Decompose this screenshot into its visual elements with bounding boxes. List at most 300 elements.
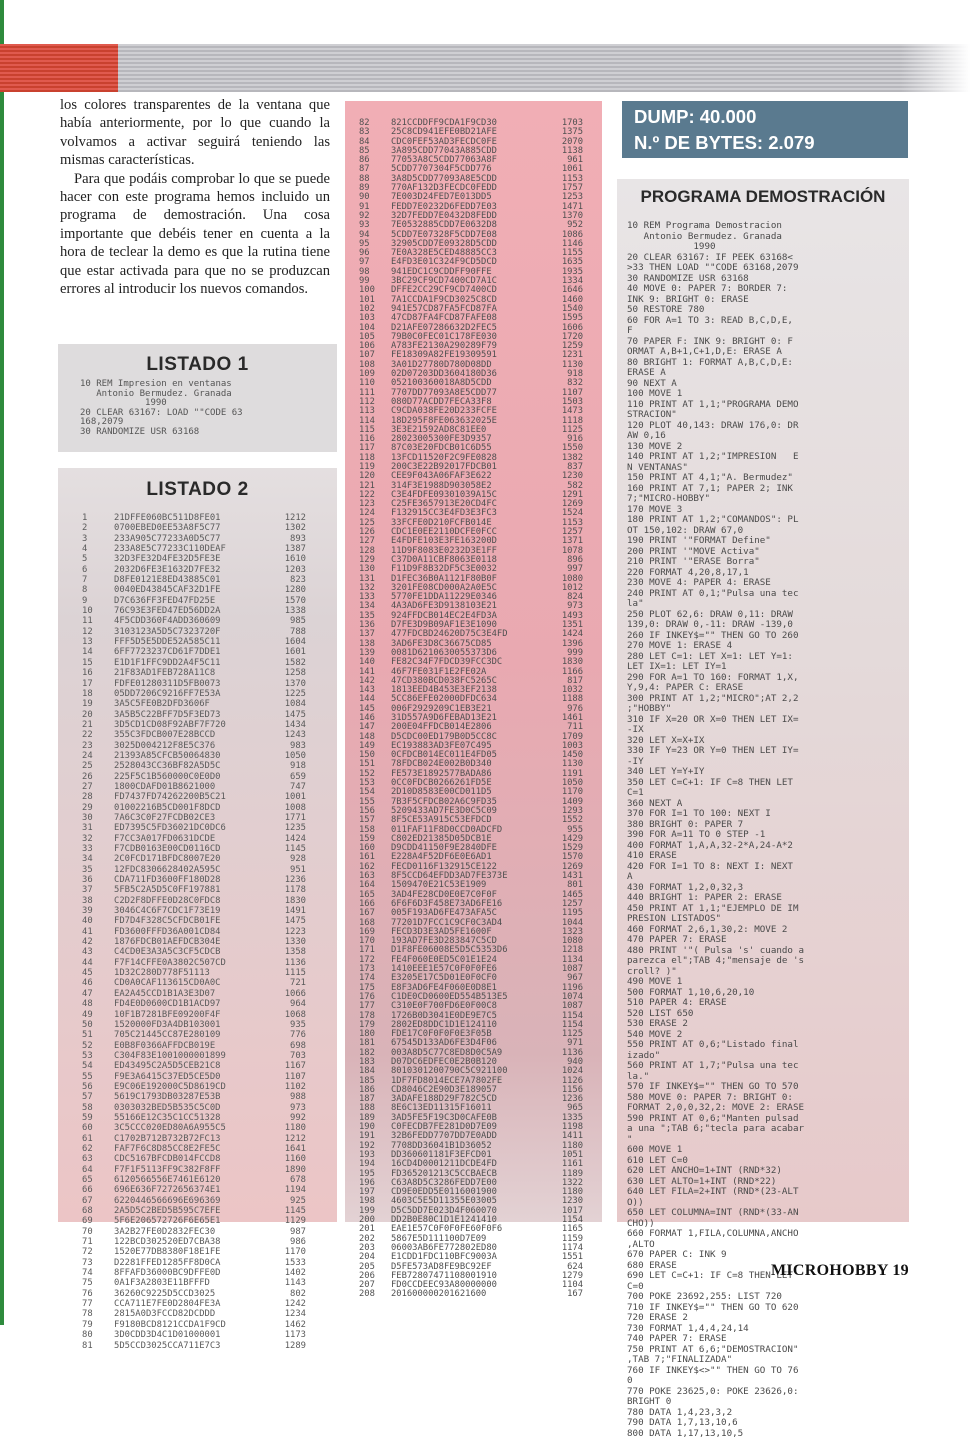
- line-number: 84: [359, 138, 391, 147]
- hex-data: 2032D6FE3E1632D7FE32: [114, 565, 266, 575]
- checksum: 1198: [543, 1123, 583, 1132]
- code-line: 450 PRINT AT 1,1;"EJEMPLO DE IM: [627, 904, 909, 915]
- line-number: 152: [359, 770, 391, 779]
- hex-data: 201600000201621600: [391, 1290, 543, 1299]
- line-number: 58: [82, 1103, 114, 1113]
- line-number: 200: [359, 1216, 391, 1225]
- checksum: 1334: [543, 277, 583, 286]
- code-line: 10 REM Programa Demostracion: [627, 221, 909, 232]
- checksum: 1066: [266, 989, 306, 999]
- code-line: BRIGHT 0: [627, 1397, 909, 1408]
- checksum: 1460: [543, 296, 583, 305]
- hex-data: 3E3E21592AD8C81EE0: [391, 426, 543, 435]
- hex-data: 705C21445CC87E280109: [114, 1030, 266, 1040]
- checksum: 1012: [543, 584, 583, 593]
- hex-data: CDC0FEF53AD3FECDC0FE: [391, 138, 543, 147]
- line-number: 129: [359, 556, 391, 565]
- hex-data: 006F2929209C1EB3E21: [391, 705, 543, 714]
- line-number: 46: [82, 978, 114, 988]
- checksum: 1170: [543, 788, 583, 797]
- hex-data: 233A8E5C77233C110DEAF: [114, 544, 266, 554]
- line-number: 110: [359, 379, 391, 388]
- line-number: 82: [359, 119, 391, 128]
- checksum: 1129: [266, 1216, 306, 1226]
- hex-data: C1DE0CD0600ED554B513E5: [391, 993, 543, 1002]
- checksum: 659: [266, 772, 306, 782]
- code-line: 110 PRINT AT 1,1;"PROGRAMA DEMO: [627, 400, 909, 411]
- checksum: 837: [543, 463, 583, 472]
- checksum: 1462: [266, 1320, 306, 1330]
- hex-data: EA2A45CCD1B1A3E3D07: [114, 989, 266, 999]
- line-number: 191: [359, 1132, 391, 1141]
- checksum: 721: [266, 978, 306, 988]
- dump-row: [82, 1289, 337, 1299]
- dump-row: [82, 544, 337, 554]
- line-number: 201: [359, 1225, 391, 1234]
- code-line: 290 FOR A=1 TO 160: FORMAT 1,X,: [627, 673, 909, 684]
- line-number: 123: [359, 500, 391, 509]
- dump-row: [82, 730, 337, 740]
- listado-1-title: LISTADO 1: [58, 344, 337, 376]
- hex-data: 3D5CD1CD08F92ABF7F720: [114, 720, 266, 730]
- code-line: 400 FORMAT 1,A,A,32-2*A,24-A*2: [627, 841, 909, 852]
- line-number: 43: [82, 947, 114, 957]
- hex-data: 924FFDCB014EC2E4FD3A: [391, 612, 543, 621]
- line-number: 164: [359, 881, 391, 890]
- line-number: 23: [82, 741, 114, 751]
- checksum: 1234: [266, 1309, 306, 1319]
- line-number: 161: [359, 853, 391, 862]
- code-line: 20 CLEAR 63167: LOAD ""CODE 63: [80, 409, 329, 419]
- line-number: 69: [82, 1216, 114, 1226]
- code-line: 140 PRINT AT 1,2;"IMPRESION E: [627, 452, 909, 463]
- hex-data: D1F8FE06008E5D5C5353D6: [391, 946, 543, 955]
- code-line: LET IX=1: LET IY=1: [627, 662, 909, 673]
- line-number: 88: [359, 175, 391, 184]
- hex-data: FE573E1892577BADA86: [391, 770, 543, 779]
- checksum: 1001: [266, 792, 306, 802]
- line-number: 62: [82, 1144, 114, 1154]
- code-line: 1990: [627, 242, 909, 253]
- hex-data: 0700EBED0EE53A8F5C77: [114, 523, 266, 533]
- checksum: 1212: [266, 1134, 306, 1144]
- checksum: 817: [543, 677, 583, 686]
- line-number: 185: [359, 1077, 391, 1086]
- checksum: 1024: [543, 1067, 583, 1076]
- line-number: 160: [359, 844, 391, 853]
- dump-row: [82, 1237, 337, 1247]
- checksum: 1125: [543, 1030, 583, 1039]
- checksum: 1212: [266, 513, 306, 523]
- code-line: 760 IF INKEY$<>"" THEN GO TO 76: [627, 1366, 909, 1377]
- line-number: 111: [359, 389, 391, 398]
- hex-data: 28023005300FE3D9357: [391, 435, 543, 444]
- code-line: 510 PAPER 4: ERASE: [627, 998, 909, 1009]
- hex-data: FD7437FD74262200B5C21: [114, 792, 266, 802]
- code-line: STRACION": [627, 410, 909, 421]
- checksum: 678: [266, 1175, 306, 1185]
- line-number: 126: [359, 528, 391, 537]
- page-footer: MICROHOBBY 19: [771, 1262, 909, 1280]
- listado-2-box: [58, 468, 337, 1222]
- hex-data: 78FDCB024E002B0D340: [391, 760, 543, 769]
- hex-data: F7CC3A017FD0631DCDE: [114, 834, 266, 844]
- line-number: 101: [359, 296, 391, 305]
- programa-code: [627, 221, 909, 1439]
- line-number: 183: [359, 1058, 391, 1067]
- checksum: 988: [266, 1092, 306, 1102]
- line-number: 55: [82, 1072, 114, 1082]
- line-number: 114: [359, 417, 391, 426]
- line-number: 53: [82, 1051, 114, 1061]
- code-line: 310 IF X=20 OR X=0 THEN LET IX=: [627, 715, 909, 726]
- checksum: 1382: [543, 454, 583, 463]
- hex-data: 1D32C280D778F51113: [114, 968, 266, 978]
- line-number: 108: [359, 361, 391, 370]
- line-number: 86: [359, 156, 391, 165]
- hex-data: FDE17C0F0F0F0E3F05B: [391, 1030, 543, 1039]
- line-number: 184: [359, 1067, 391, 1076]
- line-number: 117: [359, 444, 391, 453]
- hex-data: 193AD7FE3D283847C5CD: [391, 937, 543, 946]
- line-number: 150: [359, 751, 391, 760]
- code-line: 540 MOVE 2: [627, 1030, 909, 1041]
- hex-data: 7708DD36041B1D36052: [391, 1142, 543, 1151]
- dump-row: [82, 792, 337, 802]
- checksum: 1473: [543, 407, 583, 416]
- dump-row: [82, 813, 337, 823]
- dump-row: [82, 1061, 337, 1071]
- checksum: 1154: [543, 1216, 583, 1225]
- hex-data: 1800CDAFD01B8621000: [114, 782, 266, 792]
- code-line: 420 FOR I=1 TO 8: NEXT I: NEXT: [627, 862, 909, 873]
- line-number: 103: [359, 314, 391, 323]
- hex-data: C37D0A11CBF8063E0118: [391, 556, 543, 565]
- line-number: 35: [82, 865, 114, 875]
- hex-data: 5209433AD7FE3D0C5C09: [391, 807, 543, 816]
- hex-data: 200C3E22B92017FDCB01: [391, 463, 543, 472]
- line-number: 194: [359, 1160, 391, 1169]
- listado-2-continuation: [345, 101, 602, 1222]
- checksum: 1552: [543, 816, 583, 825]
- checksum: 1370: [543, 212, 583, 221]
- line-number: 199: [359, 1207, 391, 1216]
- code-line: 550 PRINT AT 0,6;"Listado final: [627, 1040, 909, 1051]
- checksum: 1115: [266, 968, 306, 978]
- dump-row: [82, 958, 337, 968]
- checksum: 918: [266, 761, 306, 771]
- checksum: 1550: [543, 444, 583, 453]
- line-number: 77: [82, 1299, 114, 1309]
- code-line: Antonio Bermudez. Granada: [627, 232, 909, 243]
- code-line: PRESION LISTADOS": [627, 914, 909, 925]
- line-number: 198: [359, 1197, 391, 1206]
- programa-box: [617, 179, 909, 1222]
- checksum: 1188: [543, 695, 583, 704]
- checksum: 776: [266, 1030, 306, 1040]
- hex-data: A783FE2130A290289F79: [391, 342, 543, 351]
- hex-data: 355C3FDCB007E28BCCD: [114, 730, 266, 740]
- checksum: 1173: [266, 1330, 306, 1340]
- line-number: 208: [359, 1290, 391, 1299]
- hex-data: FEB72807471108001910: [391, 1272, 543, 1281]
- line-number: 173: [359, 965, 391, 974]
- checksum: 1524: [543, 509, 583, 518]
- code-line: 0: [627, 1376, 909, 1387]
- code-line: 40 MOVE 0: PAPER 7: BORDER 7:: [627, 284, 909, 295]
- checksum: 1160: [266, 1154, 306, 1164]
- line-number: 149: [359, 742, 391, 751]
- checksum: 999: [543, 649, 583, 658]
- line-number: 21: [82, 720, 114, 730]
- code-line: croll? )": [627, 967, 909, 978]
- line-number: 122: [359, 491, 391, 500]
- line-number: 166: [359, 900, 391, 909]
- dump-row: [82, 513, 337, 523]
- line-number: 142: [359, 677, 391, 686]
- hex-data: 052100360018A8D5CDD: [391, 379, 543, 388]
- code-line: 30 RANDOMIZE USR 63168: [80, 428, 329, 438]
- hex-data: 25C8CD941EFE0BD21AFE: [391, 128, 543, 137]
- code-line: 730 FORMAT 1,4,4,24,14: [627, 1324, 909, 1335]
- line-number: 25: [82, 761, 114, 771]
- line-number: 94: [359, 231, 391, 240]
- header-stripe-red: [0, 44, 118, 92]
- checksum: 1118: [543, 417, 583, 426]
- line-number: 97: [359, 258, 391, 267]
- checksum: 1258: [266, 668, 306, 678]
- checksum: 1134: [543, 956, 583, 965]
- line-number: 95: [359, 240, 391, 249]
- checksum: 1080: [543, 937, 583, 946]
- checksum: 1195: [543, 909, 583, 918]
- checksum: 1646: [543, 286, 583, 295]
- hex-data: 3AD5FE5F19C3D0CAFE0B: [391, 1114, 543, 1123]
- checksum: 986: [266, 1237, 306, 1247]
- dump-row: [82, 637, 337, 647]
- dump-row: [82, 1134, 337, 1144]
- checksum: 1601: [266, 647, 306, 657]
- line-number: 119: [359, 463, 391, 472]
- checksum: 1358: [266, 947, 306, 957]
- hex-data: 1520000FD3A4DB103001: [114, 1020, 266, 1030]
- hex-data: C310E0F700FD6E0F00C8: [391, 1002, 543, 1011]
- dump-row: [82, 575, 337, 585]
- line-number: 48: [82, 999, 114, 1009]
- line-number: 83: [359, 128, 391, 137]
- checksum: 1225: [266, 689, 306, 699]
- checksum: 698: [266, 1041, 306, 1051]
- line-number: 40: [82, 916, 114, 926]
- hex-data: 2528043CC36BF82A5D5C: [114, 761, 266, 771]
- dump-row: [82, 647, 337, 657]
- hex-data: 8F5CE53A915C53EFDCD: [391, 816, 543, 825]
- dump-row: [82, 1196, 337, 1206]
- hex-data: D5CDC00ED179B0D5CC8C: [391, 733, 543, 742]
- line-number: 60: [82, 1123, 114, 1133]
- line-number: 167: [359, 909, 391, 918]
- line-number: 190: [359, 1123, 391, 1132]
- code-line: 280 LET C=1: LET X=1: LET Y=1:: [627, 652, 909, 663]
- hex-data: 770AF132D3FECDC0FEDD: [391, 184, 543, 193]
- line-number: 19: [82, 699, 114, 709]
- line-number: 206: [359, 1272, 391, 1281]
- dump-row: [82, 761, 337, 771]
- hex-data: 47CD87FA4FCD87FAFE08: [391, 314, 543, 323]
- checksum: 1180: [543, 1188, 583, 1197]
- line-number: 136: [359, 621, 391, 630]
- hex-data: 5CDD7E07328F5CDD7E08: [391, 231, 543, 240]
- checksum: 997: [543, 565, 583, 574]
- line-number: 144: [359, 695, 391, 704]
- code-line: 780 DATA 1,4,23,3,2: [627, 1408, 909, 1419]
- line-number: 30: [82, 813, 114, 823]
- hex-data: CD0A0CAF113615CD0A0C: [114, 978, 266, 988]
- code-line: 270 MOVE 1: ERASE 4: [627, 641, 909, 652]
- checksum: 1180: [543, 1142, 583, 1151]
- code-line: 370 FOR I=1 TO 100: NEXT I: [627, 809, 909, 820]
- line-number: 71: [82, 1237, 114, 1247]
- dump-row: [82, 1144, 337, 1154]
- dump-row: [82, 772, 337, 782]
- line-number: 57: [82, 1092, 114, 1102]
- dump-row: [82, 616, 337, 626]
- listado-2-rows-cont: [359, 101, 602, 1300]
- line-number: 85: [359, 147, 391, 156]
- line-number: 193: [359, 1151, 391, 1160]
- hex-data: D5FE573AD8FE9BC92EF: [391, 1263, 543, 1272]
- checksum: 1178: [266, 885, 306, 895]
- line-number: 39: [82, 906, 114, 916]
- checksum: 1269: [543, 863, 583, 872]
- dump-row: [82, 689, 337, 699]
- code-line: 380 BRIGHT 0: PAPER 7: [627, 820, 909, 831]
- hex-data: 12FDC8306628402A595C: [114, 865, 266, 875]
- dump-row: [82, 606, 337, 616]
- hex-data: D21AFE07286632D2FEC5: [391, 324, 543, 333]
- checksum: 1387: [266, 544, 306, 554]
- line-number: 15: [82, 658, 114, 668]
- hex-data: 3AD6FE3D8C36675CD85: [391, 640, 543, 649]
- line-number: 130: [359, 565, 391, 574]
- hex-data: F11D9F8B32DF5C3E0032: [391, 565, 543, 574]
- code-line: 90 NEXT A: [627, 379, 909, 390]
- checksum: 1087: [543, 965, 583, 974]
- checksum: 1595: [543, 314, 583, 323]
- line-number: 4: [82, 544, 114, 554]
- hex-data: 3A01D27780D780D08DD: [391, 361, 543, 370]
- code-line: 480 PRINT '"( Pulsa 's' cuando a: [627, 946, 909, 957]
- checksum: 1125: [543, 426, 583, 435]
- code-line: 7;"MICRO-HOBBY": [627, 494, 909, 505]
- line-number: 64: [82, 1165, 114, 1175]
- checksum: 1236: [543, 1095, 583, 1104]
- checksum: 1604: [266, 637, 306, 647]
- checksum: 1145: [266, 844, 306, 854]
- line-number: 175: [359, 984, 391, 993]
- checksum: 1159: [543, 1235, 583, 1244]
- line-number: 10: [82, 606, 114, 616]
- line-number: 189: [359, 1114, 391, 1123]
- checksum: 1154: [543, 1021, 583, 1030]
- checksum: 1126: [543, 1077, 583, 1086]
- checksum: 2070: [543, 138, 583, 147]
- checksum: 1280: [266, 585, 306, 595]
- dump-row: [82, 565, 337, 575]
- line-number: 145: [359, 705, 391, 714]
- code-line: AW 0,16: [627, 431, 909, 442]
- dump-row: [82, 751, 337, 761]
- line-number: 11: [82, 616, 114, 626]
- line-number: 90: [359, 193, 391, 202]
- hex-data: 7E0A328E5CED48885CC3: [391, 249, 543, 258]
- code-line: 530 ERASE 2: [627, 1019, 909, 1030]
- hex-data: FD7D4F328C5CFDCB01FE: [114, 916, 266, 926]
- code-line: N VENTANAS": [627, 463, 909, 474]
- checksum: 1104: [543, 1281, 583, 1290]
- checksum: 1475: [266, 916, 306, 926]
- checksum: 992: [266, 1113, 306, 1123]
- checksum: 1302: [266, 523, 306, 533]
- hex-data: 33FCFE0D210FCFB014E: [391, 519, 543, 528]
- line-number: 153: [359, 779, 391, 788]
- checksum: 1032: [543, 686, 583, 695]
- hex-data: 8FFAFD36000BC9DFFE0D: [114, 1268, 266, 1278]
- dump-row: [82, 1309, 337, 1319]
- code-line: 80 BRIGHT 1: FORMAT A,B,C,D,E:: [627, 358, 909, 369]
- hex-data: 3AD4FE28CD0E0E7C0F0F: [391, 891, 543, 900]
- code-line: 210 PRINT '"ERASE Borra": [627, 557, 909, 568]
- code-line: -IX: [627, 725, 909, 736]
- line-number: 13: [82, 637, 114, 647]
- hex-data: 225F5C1B560000C0E0D0: [114, 772, 266, 782]
- checksum: 1338: [266, 606, 306, 616]
- code-line: 610 LET C=0: [627, 1156, 909, 1167]
- checksum: 1107: [543, 389, 583, 398]
- line-number: 170: [359, 937, 391, 946]
- hex-data: 5CC86EFE02000DFDC634: [391, 695, 543, 704]
- checksum: 1136: [543, 1049, 583, 1058]
- checksum: 1269: [543, 500, 583, 509]
- code-line: INK 9: BRIGHT 0: ERASE: [627, 295, 909, 306]
- checksum: 1145: [266, 1206, 306, 1216]
- hex-data: 2A5D5C2BED5B595C7EFE: [114, 1206, 266, 1216]
- line-number: 2: [82, 523, 114, 533]
- line-number: 154: [359, 788, 391, 797]
- code-line: 580 MOVE 0: PAPER 7: BRIGHT 0:: [627, 1093, 909, 1104]
- listado-2-rows: [82, 513, 337, 1351]
- checksum: 1529: [543, 844, 583, 853]
- checksum: 1044: [543, 919, 583, 928]
- code-line: >33 THEN LOAD ""CODE 63168,2079: [627, 263, 909, 274]
- checksum: 1235: [266, 823, 306, 833]
- code-line: 230 MOVE 4: PAPER 4: ERASE: [627, 578, 909, 589]
- line-number: 28: [82, 792, 114, 802]
- hex-data: 32D3FE32D4FE32D5FE3E: [114, 554, 266, 564]
- page-edge: [0, 0, 4, 1325]
- hex-data: 3C5CCC020ED80A6A955C5: [114, 1123, 266, 1133]
- line-number: 37: [82, 885, 114, 895]
- checksum: 1086: [543, 231, 583, 240]
- code-line: 460 FORMAT 2,6,1,30,2: MOVE 2: [627, 925, 909, 936]
- hex-data: 13FCD11520F2C9FE0828: [391, 454, 543, 463]
- dump-row: [82, 916, 337, 926]
- checksum: 1450: [543, 751, 583, 760]
- checksum: 1017: [543, 1207, 583, 1216]
- line-number: 38: [82, 896, 114, 906]
- dump-row: [82, 1185, 337, 1195]
- dump-bytes: N.º DE BYTES: 2.079: [634, 130, 908, 156]
